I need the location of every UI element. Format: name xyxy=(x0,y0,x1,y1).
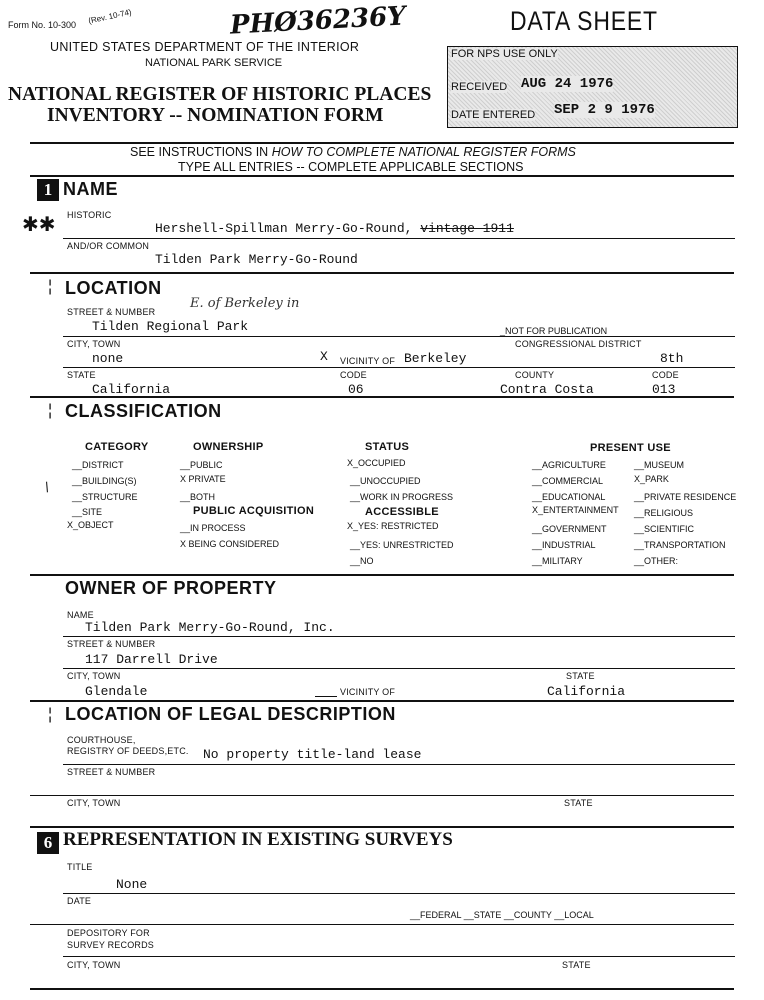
nps-box-label: FOR NPS USE ONLY xyxy=(451,48,558,60)
nps-use-only-box xyxy=(447,46,738,128)
accessible-header: ACCESSIBLE xyxy=(365,506,439,518)
accessible-option: __NO xyxy=(350,556,374,566)
rule xyxy=(30,924,734,925)
date-entered-value: SEP 2 9 1976 xyxy=(554,102,655,118)
county-code-value: 013 xyxy=(652,382,676,397)
vicinity-value: Berkeley xyxy=(404,351,467,366)
form-revision: (Rev. 10-74) xyxy=(87,7,133,26)
present-use-option: __INDUSTRIAL xyxy=(532,540,596,550)
form-title-line2: INVENTORY -- NOMINATION FORM xyxy=(47,105,384,126)
rule xyxy=(63,668,735,669)
form-title-line1: NATIONAL REGISTER OF HISTORIC PLACES xyxy=(8,84,432,105)
handwritten-location-note: E. of Berkeley in xyxy=(190,296,300,311)
rule xyxy=(30,272,734,274)
rule xyxy=(63,367,735,368)
category-option: __STRUCTURE xyxy=(72,492,138,502)
handwritten-asterisk-mark: ✱✱ xyxy=(22,214,56,236)
owner-city-value: Glendale xyxy=(85,684,148,699)
survey-title-value: None xyxy=(116,877,148,892)
rule xyxy=(63,336,735,337)
city-town-value: none xyxy=(92,351,124,366)
present-use-option-checked: X_PARK xyxy=(634,474,669,484)
street-number-value: Tilden Regional Park xyxy=(92,319,249,334)
rule xyxy=(63,764,735,765)
state-value: California xyxy=(92,382,171,397)
ownership-option: __BOTH xyxy=(180,492,216,502)
margin-tick: ¦ xyxy=(48,278,53,295)
classification-section-title: CLASSIFICATION xyxy=(65,401,222,421)
courthouse-label-line1: COURTHOUSE, xyxy=(67,735,136,745)
section-number-6: 6 xyxy=(37,832,59,854)
owner-state-label: STATE xyxy=(566,671,595,681)
vicinity-of-label: VICINITY OF xyxy=(340,356,396,366)
category-option: __DISTRICT xyxy=(72,460,124,470)
status-header: STATUS xyxy=(365,441,410,453)
survey-state-label: STATE xyxy=(562,960,591,970)
county-label: COUNTY xyxy=(515,370,555,380)
rule xyxy=(63,238,735,239)
survey-date-label: DATE xyxy=(67,896,92,906)
vicinity-blank xyxy=(315,696,337,697)
date-entered-label: DATE ENTERED xyxy=(451,109,536,121)
state-label: STATE xyxy=(67,370,96,380)
rule xyxy=(63,636,735,637)
accessible-option: __YES: UNRESTRICTED xyxy=(350,540,454,550)
rule xyxy=(63,893,735,894)
data-sheet-heading: DATA SHEET xyxy=(510,6,658,36)
received-label: RECEIVED xyxy=(451,81,508,93)
surveys-section-title: REPRESENTATION IN EXISTING SURVEYS xyxy=(63,829,453,850)
instructions-line2: TYPE ALL ENTRIES -- COMPLETE APPLICABLE SECTIONS xyxy=(178,160,524,174)
vicinity-check-mark: X xyxy=(320,349,328,364)
congressional-district-value: 8th xyxy=(660,351,684,366)
service-name: NATIONAL PARK SERVICE xyxy=(145,57,283,69)
category-header: CATEGORY xyxy=(85,441,149,453)
rule xyxy=(63,956,735,957)
survey-city-label: CITY, TOWN xyxy=(67,960,121,970)
county-value: Contra Costa xyxy=(500,382,594,397)
rule xyxy=(30,142,734,144)
acquisition-option-checked: X BEING CONSIDERED xyxy=(180,539,280,549)
present-use-option: __SCIENTIFIC xyxy=(634,524,695,534)
present-use-option: __TRANSPORTATION xyxy=(634,540,726,550)
public-acquisition-header: PUBLIC ACQUISITION xyxy=(193,505,315,517)
rule xyxy=(30,826,734,828)
status-option: __UNOCCUPIED xyxy=(350,476,421,486)
location-section-title: LOCATION xyxy=(65,278,162,298)
acquisition-option: __IN PROCESS xyxy=(180,523,246,533)
present-use-option: __MUSEUM xyxy=(634,460,685,470)
category-option: __SITE xyxy=(72,507,103,517)
common-name-label: AND/OR COMMON xyxy=(67,241,150,251)
historic-name-value: Hershell-Spillman Merry-Go-Round, vintage 1911 xyxy=(155,221,514,236)
present-use-option: __OTHER: xyxy=(634,556,679,566)
present-use-header: PRESENT USE xyxy=(590,442,671,454)
handwritten-tick-mark: / xyxy=(42,478,52,496)
category-option: __BUILDING(S) xyxy=(72,476,137,486)
rule xyxy=(30,396,734,398)
state-code-label: CODE xyxy=(340,370,367,380)
legal-street-label: STREET & NUMBER xyxy=(67,767,156,777)
received-date: AUG 24 1976 xyxy=(521,76,614,92)
county-code-label: CODE xyxy=(652,370,679,380)
street-number-label: STREET & NUMBER xyxy=(67,307,156,317)
depository-label-line1: DEPOSITORY FOR xyxy=(67,928,150,938)
historic-label: HISTORIC xyxy=(67,210,112,220)
section-number-1: 1 xyxy=(37,179,59,201)
present-use-option-checked: X_ENTERTAINMENT xyxy=(532,505,619,515)
instructions-line1: SEE INSTRUCTIONS IN HOW TO COMPLETE NATIONAL REGISTER FORMS xyxy=(130,145,576,159)
not-for-publication: _NOT FOR PUBLICATION xyxy=(500,326,608,336)
ownership-option-checked: X PRIVATE xyxy=(180,474,226,484)
status-option: __WORK IN PROGRESS xyxy=(350,492,454,502)
ownership-option: __PUBLIC xyxy=(180,460,223,470)
survey-level-options: __FEDERAL __STATE __COUNTY __LOCAL xyxy=(410,910,594,920)
status-option-checked: X_OCCUPIED xyxy=(347,458,406,468)
present-use-option: __PRIVATE RESIDENCE xyxy=(634,492,737,502)
owner-state-value: California xyxy=(547,684,626,699)
rule xyxy=(30,175,734,177)
present-use-option: __GOVERNMENT xyxy=(532,524,607,534)
owner-street-label: STREET & NUMBER xyxy=(67,639,156,649)
form-number: Form No. 10-300 xyxy=(8,20,77,30)
state-code-value: 06 xyxy=(348,382,364,397)
department-name: UNITED STATES DEPARTMENT OF THE INTERIOR xyxy=(50,40,360,54)
margin-tick: ¦ xyxy=(48,402,53,419)
category-option-checked: X_OBJECT xyxy=(67,520,114,530)
owner-vicinity-label: VICINITY OF xyxy=(340,687,396,697)
legal-city-label: CITY, TOWN xyxy=(67,798,121,808)
congressional-district-label: CONGRESSIONAL DISTRICT xyxy=(515,339,642,349)
owner-section-title: OWNER OF PROPERTY xyxy=(65,578,277,598)
present-use-option: __EDUCATIONAL xyxy=(532,492,606,502)
accessible-option-checked: X_YES: RESTRICTED xyxy=(347,521,439,531)
depository-label-line2: SURVEY RECORDS xyxy=(67,940,154,950)
owner-name-value: Tilden Park Merry-Go-Round, Inc. xyxy=(85,620,335,635)
rule xyxy=(30,574,734,576)
present-use-option: __MILITARY xyxy=(532,556,583,566)
legal-state-label: STATE xyxy=(564,798,593,808)
courthouse-label-line2: REGISTRY OF DEEDS,ETC. xyxy=(67,746,189,756)
rule xyxy=(30,700,734,702)
common-name-value: Tilden Park Merry-Go-Round xyxy=(155,252,358,267)
present-use-option: __AGRICULTURE xyxy=(532,460,606,470)
owner-street-value: 117 Darrell Drive xyxy=(85,652,218,667)
owner-name-label: NAME xyxy=(67,610,94,620)
handwritten-reference-id: PHØ36236Y xyxy=(229,1,407,41)
present-use-option: __COMMERCIAL xyxy=(532,476,604,486)
courthouse-value: No property title-land lease xyxy=(203,747,422,762)
name-section-title: NAME xyxy=(63,179,118,199)
present-use-option: __RELIGIOUS xyxy=(634,508,694,518)
margin-tick: ¦ xyxy=(48,706,53,723)
rule xyxy=(30,795,734,796)
ownership-header: OWNERSHIP xyxy=(193,441,264,453)
legal-section-title: LOCATION OF LEGAL DESCRIPTION xyxy=(65,704,396,724)
city-town-label: CITY, TOWN xyxy=(67,339,121,349)
rule xyxy=(30,988,734,990)
owner-city-label: CITY, TOWN xyxy=(67,671,121,681)
survey-title-label: TITLE xyxy=(67,862,93,872)
